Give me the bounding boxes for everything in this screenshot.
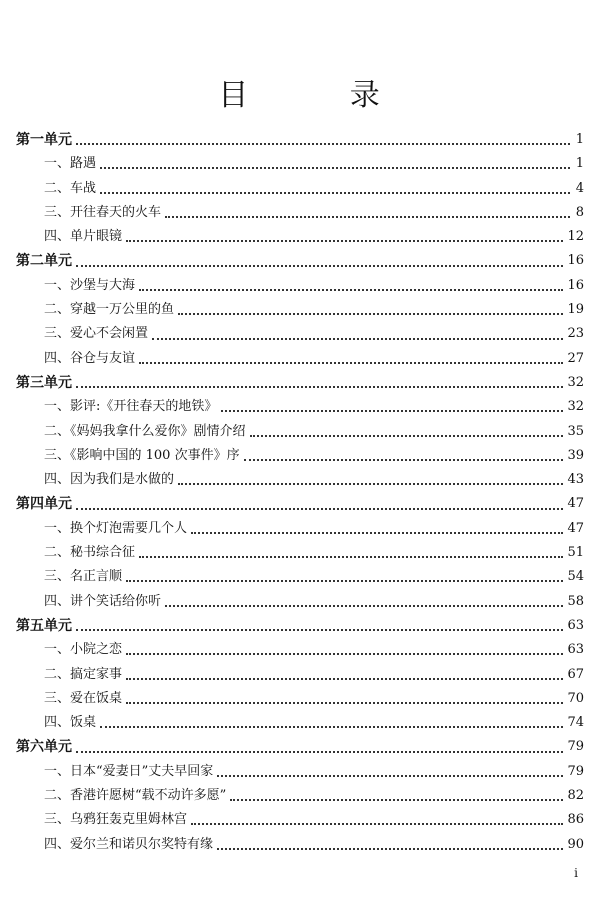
dot-leader	[221, 408, 563, 412]
toc-entry-page: 43	[567, 472, 584, 488]
toc-entry-page: 54	[567, 569, 584, 585]
toc-entry-label: 三、爱在饭桌	[44, 690, 123, 706]
toc-entry[interactable]	[16, 201, 584, 225]
dot-leader	[191, 530, 563, 534]
toc-entry[interactable]	[16, 177, 584, 201]
dot-leader	[76, 263, 563, 267]
toc-entry-page: 51	[567, 545, 584, 561]
toc-entry-label: 四、谷仓与友谊	[44, 350, 136, 366]
page-title: 目 录	[218, 78, 426, 114]
toc-entry-page: 74	[567, 715, 584, 731]
dot-leader	[126, 578, 563, 582]
dot-leader	[178, 481, 563, 485]
toc-entry-label: 一、日本“爱妻日”丈夫早回家	[44, 763, 214, 779]
toc-entry[interactable]	[16, 444, 584, 468]
dot-leader	[139, 360, 563, 364]
toc-entry-label: 一、沙堡与大海	[44, 277, 136, 293]
toc-entry-page: 16	[567, 277, 584, 293]
dot-leader	[165, 214, 570, 218]
toc-entry-page: 70	[567, 690, 584, 706]
dot-leader	[244, 457, 564, 461]
toc-entry-page: 63	[567, 617, 584, 633]
toc-entry-label: 第六单元	[16, 739, 72, 756]
dot-leader	[76, 749, 563, 753]
toc-entry-label: 二、《妈妈我拿什么爱你》剧情介绍	[44, 423, 246, 439]
toc-entry[interactable]	[16, 711, 584, 735]
toc-entry-label: 四、爱尔兰和诺贝尔奖特有缘	[44, 836, 214, 852]
toc-entry-page: 12	[567, 229, 584, 245]
toc-entry-label: 三、爱心不会闲置	[44, 326, 149, 342]
toc-entry-label: 四、单片眼镜	[44, 229, 123, 245]
toc-entry[interactable]	[16, 614, 584, 638]
toc-entry[interactable]	[16, 225, 584, 249]
toc-entry[interactable]	[16, 492, 584, 516]
toc-entry-label: 二、秘书综合征	[44, 545, 136, 561]
toc-entry-label: 四、讲个笑话给你听	[44, 593, 162, 609]
toc-entry-label: 第一单元	[16, 132, 72, 148]
dot-leader	[76, 384, 563, 388]
toc-entry[interactable]	[16, 420, 584, 444]
toc-entry[interactable]	[16, 322, 584, 346]
dot-leader	[126, 238, 563, 242]
dot-leader	[76, 627, 563, 631]
dot-leader	[178, 311, 563, 315]
dot-leader	[139, 287, 563, 291]
toc-entry-page: 16	[567, 253, 584, 269]
toc-entry-label: 一、换个灯泡需要几个人	[44, 520, 188, 536]
toc-entry-label: 二、搞定家事	[44, 666, 123, 682]
toc-entry[interactable]	[16, 298, 584, 322]
dot-leader	[126, 676, 563, 680]
toc-entry-page: 79	[567, 739, 584, 755]
toc-entry-page: 58	[567, 593, 584, 609]
toc-entry-page: 86	[567, 812, 584, 828]
toc-entry[interactable]	[16, 347, 584, 371]
toc-entry-page: 47	[567, 496, 584, 512]
toc-entry-label: 三、乌鸦狂轰克里姆林宫	[44, 812, 188, 828]
table-of-contents	[16, 128, 584, 857]
toc-entry[interactable]	[16, 784, 584, 808]
dot-leader	[152, 336, 563, 340]
toc-entry-page: 79	[567, 763, 584, 779]
dot-leader	[217, 773, 563, 777]
dot-leader	[126, 700, 563, 704]
toc-entry-page: 4	[575, 180, 584, 196]
dot-leader	[100, 190, 570, 194]
toc-entry-label: 二、穿越一万公里的鱼	[44, 302, 175, 318]
toc-entry-label: 第五单元	[16, 617, 72, 634]
dot-leader	[100, 724, 563, 728]
toc-entry-label: 二、车战	[44, 180, 97, 196]
toc-entry-page: 63	[567, 642, 584, 658]
dot-leader	[250, 433, 564, 437]
toc-entry-label: 四、饭桌	[44, 715, 97, 731]
toc-entry-page: 1	[575, 132, 584, 147]
toc-entry[interactable]	[16, 663, 584, 687]
toc-entry-page: 39	[567, 447, 584, 463]
toc-entry-page: 32	[567, 399, 584, 415]
toc-entry[interactable]	[16, 760, 584, 784]
toc-entry-label: 第三单元	[16, 374, 72, 391]
toc-entry[interactable]	[16, 371, 584, 395]
toc-entry-label: 三、名正言顺	[44, 569, 123, 585]
toc-entry-label: 二、香港许愿树“载不动许多愿”	[44, 788, 227, 804]
toc-entry-label: 第四单元	[16, 496, 72, 513]
toc-entry-page: 32	[567, 374, 584, 390]
dot-leader	[191, 821, 563, 825]
toc-entry[interactable]	[16, 638, 584, 662]
toc-entry-page: 90	[567, 836, 584, 852]
toc-entry-page: 1	[575, 156, 584, 172]
toc-entry-page: 27	[567, 350, 584, 366]
toc-entry[interactable]	[16, 565, 584, 589]
dot-leader	[100, 165, 570, 169]
toc-entry-label: 三、开往春天的火车	[44, 204, 162, 220]
toc-entry-page: 8	[575, 204, 584, 220]
toc-entry[interactable]	[16, 152, 584, 176]
toc-entry-label: 一、影评:《开往春天的地铁》	[44, 399, 218, 415]
dot-leader	[165, 603, 563, 607]
toc-entry[interactable]	[16, 833, 584, 857]
dot-leader	[230, 797, 563, 801]
toc-entry-label: 四、因为我们是水做的	[44, 472, 175, 488]
toc-entry-label: 第二单元	[16, 253, 72, 270]
toc-entry[interactable]	[16, 735, 584, 759]
dot-leader	[76, 141, 570, 145]
toc-entry[interactable]	[16, 395, 584, 419]
toc-entry[interactable]	[16, 274, 584, 298]
dot-leader	[217, 846, 563, 850]
toc-entry[interactable]	[16, 808, 584, 832]
toc-entry-page: 19	[567, 302, 584, 318]
toc-entry[interactable]	[16, 541, 584, 565]
toc-entry[interactable]	[16, 128, 584, 152]
dot-leader	[126, 651, 563, 655]
toc-entry-label: 三、《影响中国的 100 次事件》序	[44, 447, 240, 463]
toc-entry[interactable]	[16, 468, 584, 492]
toc-entry-page: 47	[567, 520, 584, 536]
page-number: i	[574, 866, 578, 880]
toc-entry-page: 23	[567, 326, 584, 342]
toc-entry-page: 35	[567, 423, 584, 439]
toc-entry[interactable]	[16, 249, 584, 273]
toc-entry-label: 一、路遇	[44, 156, 97, 172]
toc-entry[interactable]	[16, 517, 584, 541]
toc-entry[interactable]	[16, 590, 584, 614]
toc-entry-page: 67	[567, 666, 584, 682]
toc-entry-page: 82	[567, 788, 584, 804]
toc-entry[interactable]	[16, 687, 584, 711]
dot-leader	[76, 506, 563, 510]
dot-leader	[139, 554, 563, 558]
toc-entry-label: 一、小院之恋	[44, 642, 123, 658]
